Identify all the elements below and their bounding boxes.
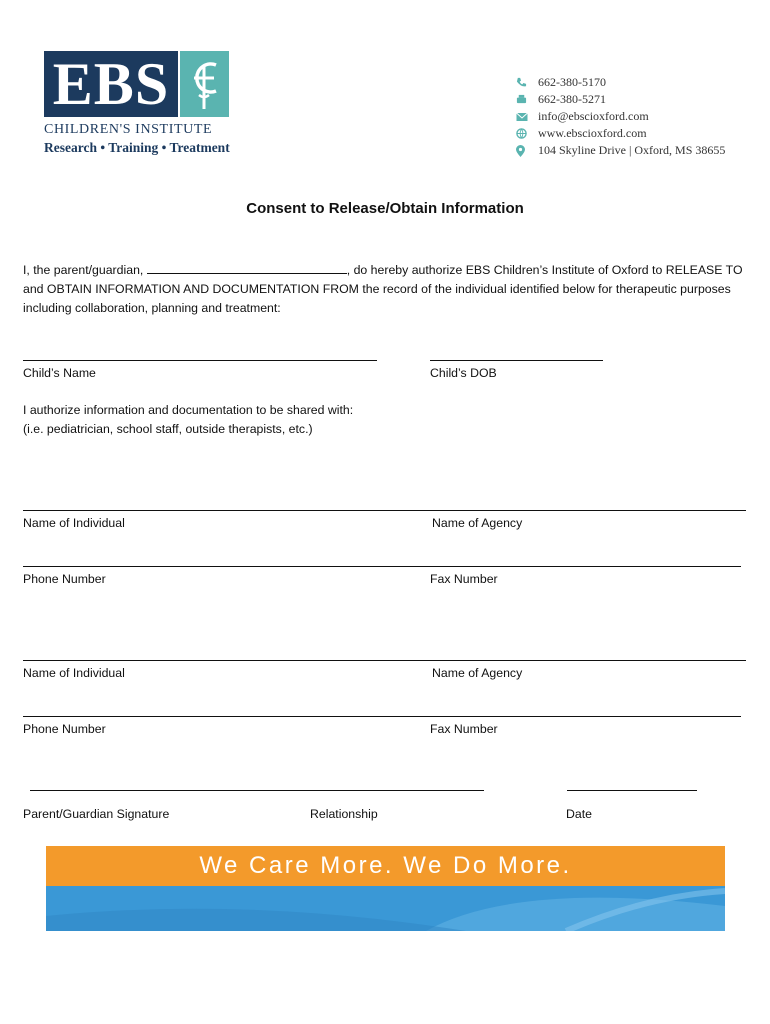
logo-line2: Research • Training • Treatment — [44, 140, 230, 155]
email-icon — [516, 112, 538, 122]
intro-paragraph — [23, 261, 753, 318]
contact-block — [516, 74, 756, 159]
recipient1-name-label: Name of Individual — [23, 516, 125, 530]
contact-address: 104 Skyline Drive | Oxford, MS 38655 — [538, 143, 726, 157]
contact-phone-row — [516, 74, 756, 91]
recipient1-name-field[interactable] — [23, 510, 746, 511]
date-field[interactable] — [567, 790, 697, 791]
recipient2-name-field[interactable] — [23, 660, 746, 661]
recipient2-agency-label: Name of Agency — [432, 666, 523, 680]
phone-icon — [516, 77, 538, 88]
logo-line1: CHILDREN'S INSTITUTE — [44, 122, 213, 137]
fax-icon — [516, 94, 538, 105]
contact-fax-row — [516, 91, 756, 108]
contact-website: www.ebscioxford.com — [538, 126, 647, 140]
child-name-field[interactable] — [23, 360, 377, 361]
child-dob-field[interactable] — [430, 360, 603, 361]
recipient1-phone-field[interactable] — [23, 566, 741, 567]
recipient2-phone-label: Phone Number — [23, 722, 106, 736]
intro-line2: and OBTAIN INFORMATION AND DOCUMENTATION FROM the record of the individual identified below for therapeutic purposes — [23, 282, 731, 296]
contact-email-row — [516, 108, 756, 125]
date-label: Date — [566, 807, 592, 821]
contact-address-row — [516, 142, 756, 159]
recipient2-name-label: Name of Individual — [23, 666, 125, 680]
logo-subtitle — [44, 121, 244, 158]
contact-fax: 662-380-5271 — [538, 92, 606, 106]
form-title: Consent to Release/Obtain Information — [246, 200, 524, 217]
slogan-banner — [46, 846, 725, 886]
intro-prefix: I, the parent/guardian, — [23, 263, 147, 277]
location-pin-icon — [516, 145, 538, 157]
child-dob-label: Child’s DOB — [430, 366, 497, 380]
intro-suffix: , do hereby authorize EBS Children’s Institute of Oxford to RELEASE TO — [346, 263, 743, 277]
slogan-text: We Care More. We Do More. — [199, 852, 572, 879]
signature-label: Parent/Guardian Signature — [23, 807, 170, 821]
child-name-label: Child’s Name — [23, 366, 96, 380]
recipient2-phone-field[interactable] — [23, 716, 741, 717]
logo-letters: EBS — [52, 51, 170, 117]
recipient1-agency-label: Name of Agency — [432, 516, 523, 530]
relationship-label: Relationship — [310, 807, 378, 821]
parent-guardian-name-field[interactable] — [147, 261, 347, 274]
intro-line1 — [23, 261, 753, 280]
recipient2-fax-label: Fax Number — [430, 722, 498, 736]
intro-line3: including collaboration, planning and treatment: — [23, 301, 281, 315]
share-instruction: I authorize information and documentation to be shared with: — [23, 403, 354, 417]
signature-field[interactable] — [30, 790, 484, 791]
contact-website-row — [516, 125, 756, 142]
logo-caduceus-icon — [180, 51, 229, 117]
logo-ebs-box — [44, 51, 178, 117]
recipient1-fax-label: Fax Number — [430, 572, 498, 586]
share-examples: (i.e. pediatrician, school staff, outside therapists, etc.) — [23, 422, 313, 436]
banner-wave-decoration — [46, 886, 725, 931]
contact-phone: 662-380-5170 — [538, 75, 606, 89]
globe-icon — [516, 128, 538, 139]
recipient1-phone-label: Phone Number — [23, 572, 106, 586]
contact-email: info@ebscioxford.com — [538, 109, 649, 123]
